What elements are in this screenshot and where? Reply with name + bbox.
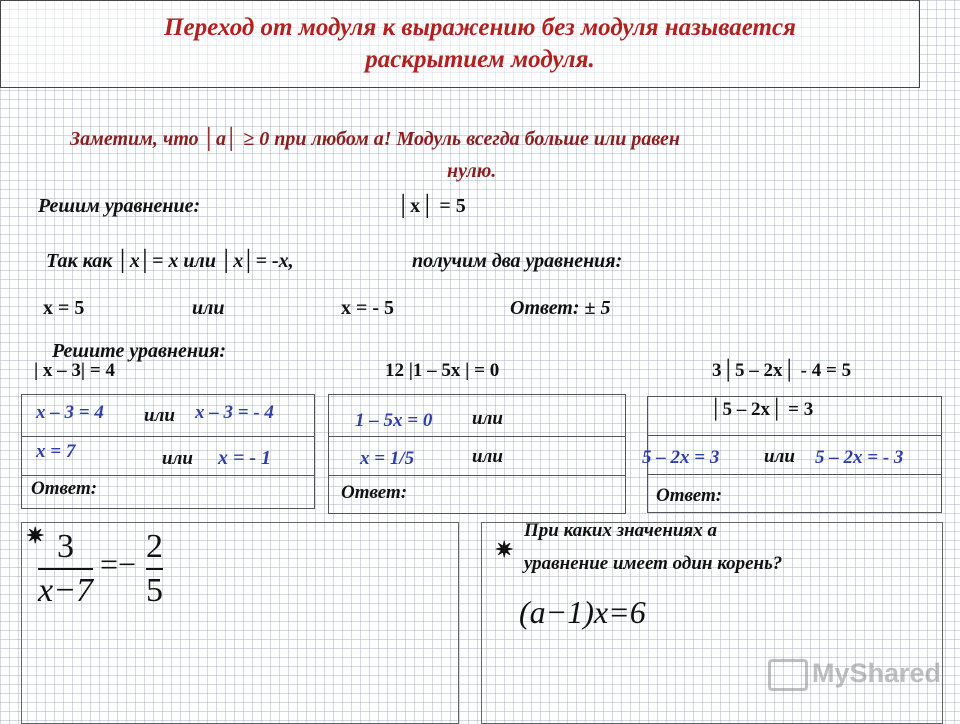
fraction-left-denominator: x−7 [38,571,94,609]
fraction-right [146,528,163,610]
fraction-right-denominator: 5 [146,571,163,609]
note-line-1: Заметим, что │а│ ≥ 0 при любом а! Модуль всегда больше или равен [70,128,680,150]
p3-divider-2 [648,474,941,475]
watermark-logo [768,658,941,691]
solve-label: Решим уравнение: [38,195,201,217]
question-formula: (a−1)x=6 [519,594,646,630]
solve-answer: Ответ: ± 5 [510,297,611,319]
fraction-left-numerator: 3 [57,528,75,565]
title-box [0,0,920,88]
p2-equation: 12 |1 – 5х | = 0 [385,360,500,381]
p3-answer: Ответ: [656,485,723,506]
p1-divider-2 [22,475,314,476]
p1-step1a: х – 3 = 4 [36,402,104,423]
solve-equation: │х│ = 5 [396,195,466,217]
watermark-icon [768,659,808,691]
p1-or-2: или [162,448,193,469]
p3-equation: 3│5 – 2х│ - 4 = 5 [712,360,852,381]
solve-gets: получим два уравнения: [412,250,623,272]
fraction-left [38,528,93,610]
question-line-2: уравнение имеет один корень? [524,553,783,574]
question-line-1: При каких значениях а [524,520,717,541]
title-line-1: Переход от модуля к выражению без модуля называется [164,14,796,41]
fraction-equals-minus: =− [100,546,137,582]
p1-step2a: х = 7 [36,441,76,462]
p2-step1a: 1 – 5х = 0 [355,410,433,431]
right-star-icon: ✷ [495,537,514,562]
p3-step2b: 5 – 2х = - 3 [815,447,904,468]
note-line-2: нулю. [447,160,497,182]
title-line-2: раскрытием модуля. [365,46,595,73]
p1-answer: Ответ: [31,478,98,499]
fraction-right-bar [146,568,163,570]
solve-or: или [192,297,225,319]
p1-equation: | х – 3| = 4 [34,360,115,381]
p1-or-1: или [144,405,175,426]
p3-step1: │5 – 2х│ = 3 [709,399,814,420]
left-star-icon: ✷ [26,523,45,548]
solve-since: Так как │х│= х или │х│= -х, [46,250,294,272]
exercises-label: Решите уравнения: [52,340,227,362]
p2-or-1: или [472,408,503,429]
p3-step2a: 5 – 2х = 3 [642,447,720,468]
solve-eq1: х = 5 [43,297,85,319]
p2-step2a: х = 1/5 [360,448,415,469]
p2-answer: Ответ: [341,482,408,503]
p1-step1b: х – 3 = - 4 [195,402,274,423]
p1-step2b: х = - 1 [218,447,272,469]
p2-or-2: или [472,446,503,467]
watermark-text: MyShared [812,658,942,688]
p3-or: или [764,446,795,467]
p2-divider-1 [329,436,625,437]
p2-divider-2 [329,475,625,476]
fraction-left-bar [38,568,93,570]
fraction-right-numerator: 2 [146,528,163,565]
p3-divider-1 [648,435,941,436]
solve-eq2: х = - 5 [341,297,395,319]
p1-divider-1 [22,436,314,437]
